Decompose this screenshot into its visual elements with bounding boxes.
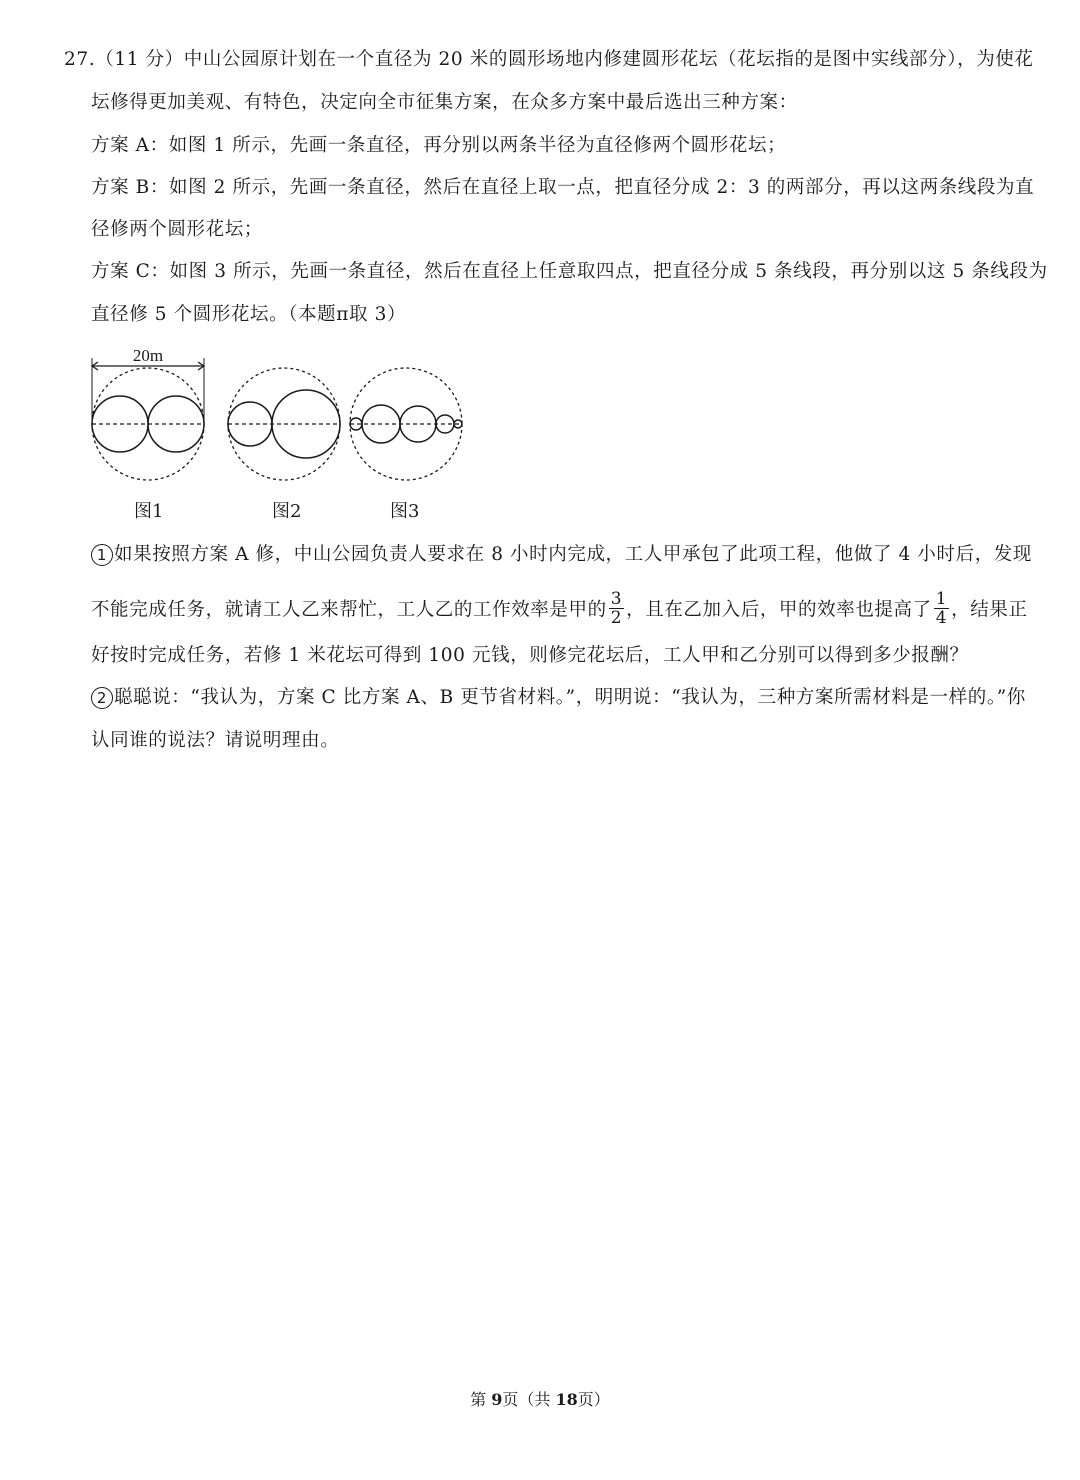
question-2-marker: 2	[91, 687, 113, 709]
question-1-text-b2: ，且在乙加入后，甲的效率也提高了	[626, 599, 932, 621]
figure-2-label: 图2	[272, 501, 302, 522]
problem-line-2: 坛修得更加美观、有特色，决定向全市征集方案，在众多方案中最后选出三种方案：	[91, 92, 798, 113]
question-2-text-a: 聪聪说：“我认为，方案 C 比方案 A、B 更节省材料。”，明明说：“我认为，三种方案所需材料是一样的。”你	[114, 687, 1026, 708]
page-number: 9	[491, 1390, 503, 1409]
dimension-label: 20m	[132, 346, 164, 365]
question-1-text-a: 如果按照方案 A 修，中山公园负责人要求在 8 小时内完成，工人甲承包了此项工程，他做了 4 小时后，发现	[114, 544, 1032, 565]
question-1-text-b1: 不能完成任务，就请工人乙来帮忙，工人乙的工作效率是甲的	[91, 599, 607, 621]
figure-2	[228, 368, 340, 480]
plan-b-text-cont: 径修两个圆形花坛；	[91, 219, 263, 240]
figures-group	[80, 340, 480, 530]
plan-c-text-cont: 直径修 5 个圆形花坛。（本题π取 3）	[91, 304, 407, 325]
plan-b-text: 方案 B：如图 2 所示，先画一条直径，然后在直径上取一点，把直径分成 2：3 的两部分，再以这两条线段为直	[91, 177, 1035, 198]
total-pages: 18	[555, 1390, 578, 1409]
problem-line-1: 27.（11 分）中山公园原计划在一个直径为 20 米的圆形场地内修建圆形花坛（花坛指的是图中实线部分），为使花	[64, 49, 1034, 70]
figure-3-label: 图3	[390, 501, 420, 522]
question-1-line-2	[91, 589, 1028, 629]
question-1-line-1	[91, 542, 1032, 568]
plan-c-text: 方案 C：如图 3 所示，先画一条直径，然后在直径上任意取四点，把直径分成 5 条线段，再分别以这 5 条线段为	[91, 261, 1048, 282]
fraction-one-quarter: $\frac{1}{4}$	[935, 589, 948, 628]
question-1-line-3: 好按时完成任务，若修 1 米花坛可得到 100 元钱，则修完花坛后，工人甲和乙分别可以得到多少报酬？	[91, 645, 969, 666]
question-1-marker: 1	[91, 544, 113, 566]
question-2-line-1	[91, 685, 1026, 711]
figure-3	[350, 368, 462, 480]
figure-1-label: 图1	[134, 501, 164, 522]
question-1-text-b3: ，结果正	[951, 599, 1028, 621]
figures-diagram	[80, 340, 480, 500]
question-2-line-2: 认同谁的说法？请说明理由。	[91, 730, 340, 751]
page-footer: 第 9页（共 18页）	[470, 1390, 610, 1409]
figure-1	[92, 358, 204, 480]
plan-a-text: 方案 A：如图 1 所示，先画一条直径，再分别以两条半径为直径修两个圆形花坛；	[91, 135, 787, 156]
fraction-three-halves: $\frac{3}{2}$	[610, 589, 623, 628]
